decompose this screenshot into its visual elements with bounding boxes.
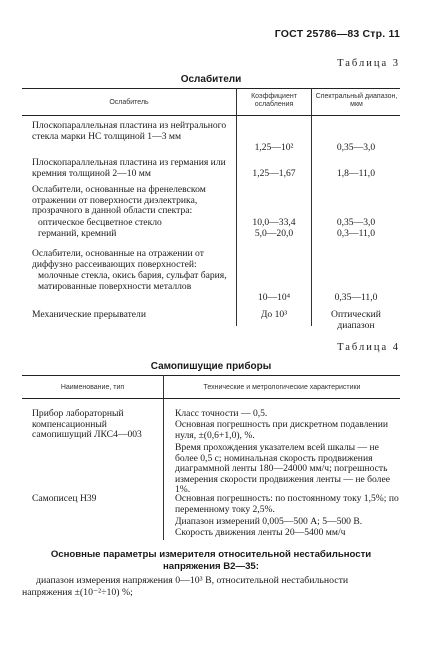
page-header: ГОСТ 25786—83 Стр. 11 <box>274 28 400 40</box>
table3-header-rule <box>22 115 400 116</box>
table3-row-4a-coef: 10—10⁴ <box>257 292 291 303</box>
table4-row-2-spec-1: Основная погрешность: по постоянному току 1,5%; по переменному току 2,5%. <box>175 493 399 515</box>
table4-row-1-spec-2: Основная погрешность при дискретном подавлении нуля, ±(0,6+1,0), %. <box>175 419 389 441</box>
table3-label: Таблица 3 <box>337 58 400 69</box>
table3-row-3b-range: 0,3—11,0 <box>336 228 376 239</box>
table3-colhead-coef: Коэффициент ослабления <box>251 93 297 108</box>
table3-row-3-name: Ослабители, основанные на френелевском отражении от поверхности диэлектрика, прозрачного в данной области спектра: <box>32 184 206 217</box>
table4-row-2-spec-3: Скорость движения ленты 20—5400 мм/ч <box>175 527 346 538</box>
table3-col-divider-2 <box>311 88 312 326</box>
table3-row-2-coef: 1,25—1,67 <box>252 168 296 179</box>
table4-header-rule <box>22 398 400 399</box>
table3-row-3b-name: германий, кремний <box>38 228 117 239</box>
table3-row-3a-coef: 10,0—33,4 <box>252 217 296 228</box>
section-text: диапазон измерения напряжения 0—10³ В, относительной нестабильности напряжения ±(10⁻²÷10) %; <box>22 575 349 598</box>
table4-label: Таблица 4 <box>337 342 400 353</box>
table3-row-1-range: 0,35—3,0 <box>336 142 376 153</box>
table4-colhead-name: Наименование, тип <box>60 384 125 391</box>
section-title: Основные параметры измерителя относительной нестабильности напряжения В2—35: <box>50 549 372 572</box>
table3-row-5-name: Механические прерыватели <box>32 309 146 320</box>
table3-title: Ослабители <box>180 74 242 85</box>
table3-row-1-name: Плоскопараллельная пластина из нейтрального стекла марки НС толщиной 1—3 мм <box>32 120 227 142</box>
table3-row-1-coef: 1,25—10² <box>254 142 294 153</box>
table3-colhead-range: Спектральный диапазон, мкм <box>315 93 398 108</box>
table4-row-1-spec-1: Класс точности — 0,5. <box>175 408 268 419</box>
table4-col-divider <box>163 375 164 540</box>
table4-top-rule <box>22 375 400 376</box>
table4-colhead-specs: Технические и метрологические характеристики <box>203 384 361 391</box>
table4-row-1-name: Прибор лабораторный компенсационный самопишущий ЛКС4—003 <box>32 408 142 441</box>
table3-row-5-coef: До 10³ <box>260 309 288 320</box>
table3-row-3a-range: 0,35—3,0 <box>336 217 376 228</box>
table3-row-3a-name: оптическое бесцветное стекло <box>38 217 162 228</box>
table4-row-2-name: Самописец Н39 <box>32 493 97 504</box>
table3-colhead-name: Ослабитель <box>109 99 149 106</box>
table3-row-4a-name: молочные стекла, окись бария, сульфат бария, матированные поверхности металлов <box>38 270 227 292</box>
table3-row-2-name: Плоскопараллельная пластина из германия или кремния толщиной 2—10 мм <box>32 157 226 179</box>
table3-row-4-name: Ослабители, основанные на отражении от диффузно рассеивающих поверхностей: <box>32 248 204 270</box>
table3-row-4a-range: 0,35—11,0 <box>334 292 378 303</box>
table3-row-5-range: Оптический диапазон <box>331 309 381 331</box>
table3-top-rule <box>22 88 400 89</box>
table4-row-1-spec-3: Время прохождения указателем всей шкалы — не более 0,5 с; номинальная скорость продвижения диаграммной ленты 180—24000 мм/ч; погрешность измерения скорости продвижения ленты — не более 1%. <box>175 442 390 496</box>
table3-row-3b-coef: 5,0—20,0 <box>254 228 294 239</box>
table4-title: Самопишущие приборы <box>150 361 272 372</box>
table3-col-divider-1 <box>236 88 237 326</box>
table3-row-2-range: 1,8—11,0 <box>336 168 376 179</box>
table4-row-2-spec-2: Диапазон измерений 0,005—500 А; 5—500 В. <box>175 516 363 527</box>
